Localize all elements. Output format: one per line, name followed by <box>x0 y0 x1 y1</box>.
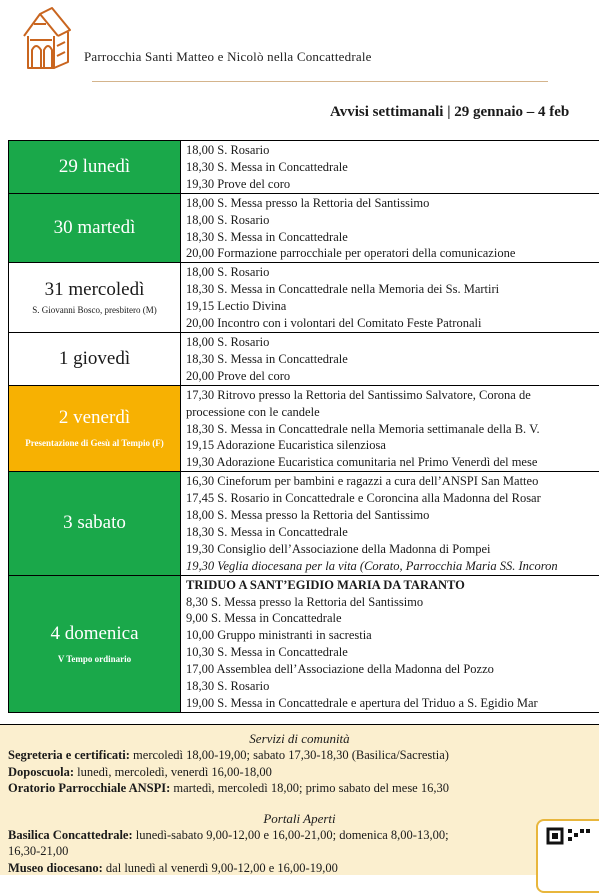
day-label: 29 lunedì <box>59 156 130 178</box>
portals-line-label: Museo diocesano: <box>8 861 103 875</box>
event-line: TRIDUO A SANT’EGIDIO MARIA DA TARANTO <box>186 577 599 594</box>
event-line: 18,00 S. Messa presso la Rettoria del Santissimo <box>186 507 599 524</box>
events-cell <box>181 193 599 263</box>
portals-line-text: dal lunedì al venerdì 9,00-12,00 e 16,00-19,00 <box>103 861 338 875</box>
event-line: 16,30 Cineforum per bambini e ragazzi a cura dell’ANSPI San Matteo <box>186 473 599 490</box>
portals-line <box>0 827 599 844</box>
event-line: 10,30 S. Messa in Concattedrale <box>186 644 599 661</box>
header-divider <box>92 81 548 82</box>
day-label: 2 venerdì <box>59 407 130 429</box>
events-cell <box>181 472 599 575</box>
portals-line-label: Basilica Concattedrale: <box>8 828 133 842</box>
event-line: 18,00 S. Rosario <box>186 334 599 351</box>
day-label: 30 martedì <box>54 217 136 239</box>
day-cell <box>9 385 181 472</box>
portals-line <box>0 860 599 877</box>
event-line: 20,00 Formazione parrocchiale per operatori della comunicazione <box>186 245 599 262</box>
day-cell <box>9 141 181 194</box>
events-cell <box>181 385 599 472</box>
event-line: 18,00 S. Rosario <box>186 212 599 229</box>
liturgical-note: Presentazione di Gesù al Tempio (F) <box>25 438 164 449</box>
day-cell <box>9 332 181 385</box>
events-cell <box>181 141 599 194</box>
day-row <box>9 141 599 194</box>
event-line: 20,00 Prove del coro <box>186 368 599 385</box>
portals-heading: Portali Aperti <box>0 811 599 827</box>
day-row <box>9 263 599 333</box>
event-line: 19,30 Consiglio dell’Associazione della Madonna di Pompei <box>186 541 599 558</box>
day-label: 4 domenica <box>50 623 138 645</box>
services-line-text: mercoledì 18,00-19,00; sabato 17,30-18,30 (Basilica/Sacrestia) <box>130 748 449 762</box>
services-box <box>0 724 599 875</box>
event-line: 17,00 Assemblea dell’Associazione della Madonna del Pozzo <box>186 661 599 678</box>
day-cell <box>9 263 181 333</box>
event-line: 18,30 S. Messa in Concattedrale nella Memoria dei Ss. Martiri <box>186 281 599 298</box>
event-line: 19,30 Adorazione Eucaristica comunitaria nel Primo Venerdì del mese <box>186 454 599 471</box>
day-cell <box>9 193 181 263</box>
day-row <box>9 385 599 472</box>
event-line: 19,15 Lectio Divina <box>186 298 599 315</box>
services-line-label: Oratorio Parrocchiale ANSPI: <box>8 781 170 795</box>
event-line: 19,00 S. Messa in Concattedrale e apertura del Triduo a S. Egidio Mar <box>186 695 599 712</box>
services-line-label: Doposcuola: <box>8 765 74 779</box>
events-cell <box>181 332 599 385</box>
qr-code-icon <box>536 819 599 893</box>
day-cell <box>9 575 181 712</box>
event-line: 18,00 S. Rosario <box>186 264 599 281</box>
services-line <box>0 764 599 781</box>
services-line-text: lunedì, mercoledì, venerdì 16,00-18,00 <box>74 765 272 779</box>
event-line: 18,30 S. Messa in Concattedrale <box>186 229 599 246</box>
parish-name: Parrocchia Santi Matteo e Nicolò nella Concattedrale <box>84 49 372 65</box>
services-line-label: Segreteria e certificati: <box>8 748 130 762</box>
event-line: 8,30 S. Messa presso la Rettoria del Santissimo <box>186 594 599 611</box>
day-row <box>9 332 599 385</box>
day-label: 1 giovedì <box>59 348 130 370</box>
day-label: 3 sabato <box>63 512 126 534</box>
liturgical-note: S. Giovanni Bosco, presbitero (M) <box>32 305 156 316</box>
event-line: processione con le candele <box>186 404 599 421</box>
services-line <box>0 747 599 764</box>
services-heading: Servizi di comunità <box>0 731 599 747</box>
event-line: 20,00 Incontro con i volontari del Comitato Feste Patronali <box>186 315 599 332</box>
event-line: 18,30 S. Messa in Concattedrale nella Memoria settimanale della B. V. <box>186 421 599 438</box>
notice-title: Avvisi settimanali | 29 gennaio – 4 feb <box>330 104 569 121</box>
day-row <box>9 472 599 575</box>
portals-line <box>0 843 599 860</box>
event-line: 19,30 Prove del coro <box>186 176 599 193</box>
events-cell <box>181 263 599 333</box>
event-line: 18,00 S. Messa presso la Rettoria del Santissimo <box>186 195 599 212</box>
event-line: 19,15 Adorazione Eucaristica silenziosa <box>186 437 599 454</box>
church-logo-icon <box>18 6 76 72</box>
event-line: 19,30 Veglia diocesana per la vita (Corato, Parrocchia Maria SS. Incoron <box>186 558 599 575</box>
event-line: 18,30 S. Messa in Concattedrale <box>186 351 599 368</box>
events-cell <box>181 575 599 712</box>
event-line: 17,45 S. Rosario in Concattedrale e Coroncina alla Madonna del Rosar <box>186 490 599 507</box>
liturgical-note: V Tempo ordinario <box>58 654 131 665</box>
portals-line-text: 16,30-21,00 <box>8 844 68 858</box>
services-line <box>0 780 599 797</box>
day-row <box>9 193 599 263</box>
day-row <box>9 575 599 712</box>
event-line: 18,30 S. Messa in Concattedrale <box>186 159 599 176</box>
event-line: 18,30 S. Rosario <box>186 678 599 695</box>
event-line: 18,30 S. Messa in Concattedrale <box>186 524 599 541</box>
event-line: 9,00 S. Messa in Concattedrale <box>186 610 599 627</box>
portals-line-text: lunedì-sabato 9,00-12,00 e 16,00-21,00; domenica 8,00-13,00; <box>133 828 449 842</box>
event-line: 10,00 Gruppo ministranti in sacrestia <box>186 627 599 644</box>
day-label: 31 mercoledì <box>45 279 145 301</box>
services-line-text: martedì, mercoledì 18,00; primo sabato del mese 16,30 <box>170 781 449 795</box>
day-cell <box>9 472 181 575</box>
weekly-schedule-table <box>8 140 599 713</box>
event-line: 18,00 S. Rosario <box>186 142 599 159</box>
event-line: 17,30 Ritrovo presso la Rettoria del Santissimo Salvatore, Corona de <box>186 387 599 404</box>
